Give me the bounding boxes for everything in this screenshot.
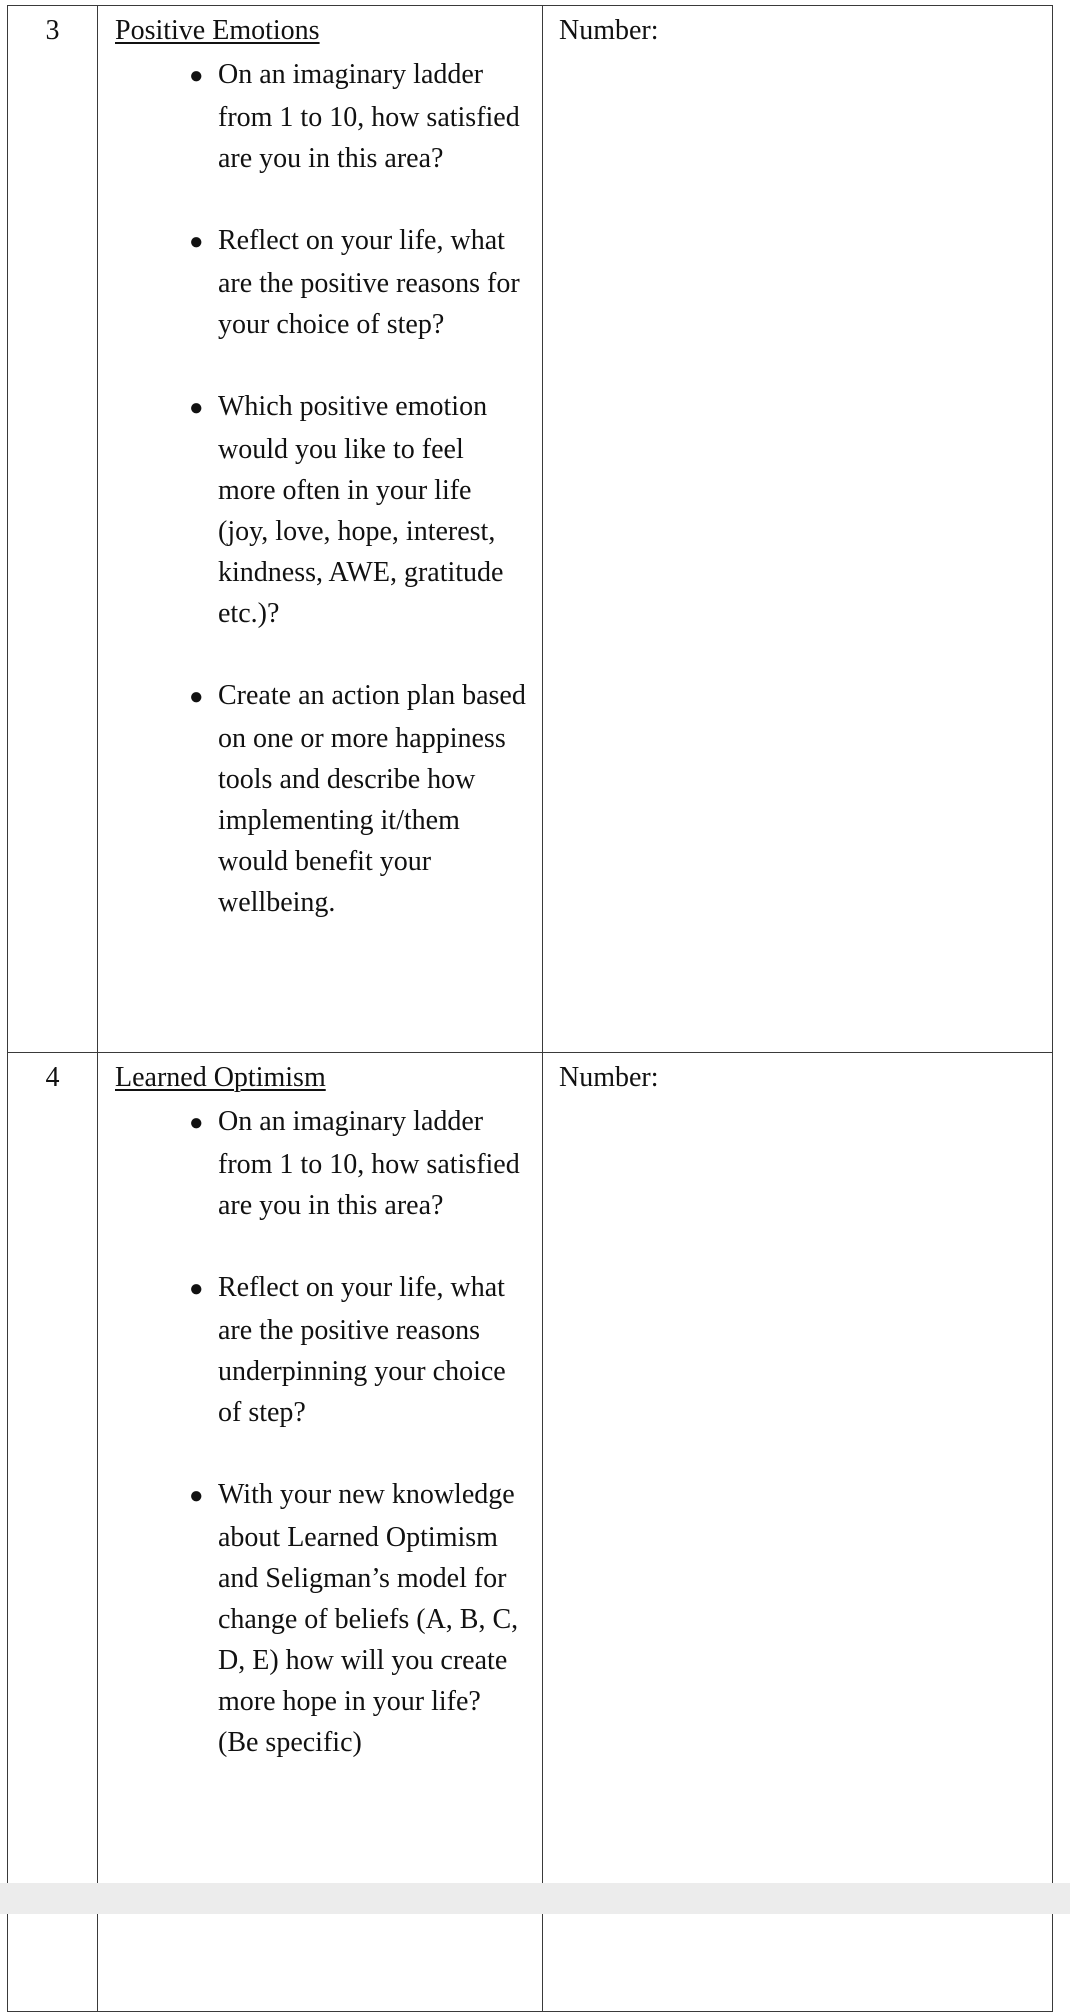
- section-title: Learned Optimism: [115, 1062, 326, 1093]
- bullet-icon: ●: [189, 63, 204, 89]
- bullet-icon: ●: [189, 1110, 204, 1136]
- question-list: [115, 1101, 532, 1763]
- answer-label: Number:: [559, 1062, 659, 1093]
- bullet-icon: ●: [189, 395, 204, 421]
- list-item: [115, 386, 532, 634]
- worksheet-table: [7, 5, 1053, 2012]
- row-number: 4: [8, 1053, 98, 2012]
- bullet-icon: ●: [189, 1276, 204, 1302]
- answer-cell[interactable]: [543, 1053, 1053, 2012]
- table-row: [8, 1053, 1053, 2012]
- answer-cell[interactable]: [543, 6, 1053, 1053]
- table-row: [8, 6, 1053, 1053]
- question-text: Which positive emotion would you like to feel more often in your life (joy, love, hope, interest, kindness, AWE, gratitude etc.)?: [218, 391, 504, 629]
- question-list: [115, 54, 532, 923]
- bullet-icon: ●: [189, 684, 204, 710]
- list-item: [115, 54, 532, 179]
- row-number: 3: [8, 6, 98, 1053]
- question-text: On an imaginary ladder from 1 to 10, how satisfied are you in this area?: [218, 59, 520, 174]
- list-item: [115, 675, 532, 923]
- question-cell: [98, 6, 543, 1053]
- section-title: Positive Emotions: [115, 15, 320, 46]
- list-item: [115, 1101, 532, 1226]
- question-text: Create an action plan based on one or more happiness tools and describe how implementing it/them would benefit your wellbeing.: [218, 680, 526, 918]
- list-item: [115, 220, 532, 345]
- question-cell: [98, 1053, 543, 2012]
- list-item: [115, 1267, 532, 1433]
- question-text: Reflect on your life, what are the positive reasons underpinning your choice of step?: [218, 1272, 506, 1428]
- bullet-icon: ●: [189, 1483, 204, 1509]
- list-item: [115, 1474, 532, 1763]
- answer-label: Number:: [559, 15, 659, 46]
- question-text: On an imaginary ladder from 1 to 10, how satisfied are you in this area?: [218, 1106, 520, 1221]
- question-text: With your new knowledge about Learned Optimism and Seligman’s model for change of beliefs (A, B, C, D, E) how will you create more hope in your life? (Be specific): [218, 1479, 519, 1758]
- question-text: Reflect on your life, what are the positive reasons for your choice of step?: [218, 225, 520, 340]
- bottom-scroll-bar: [0, 1883, 1070, 1914]
- bullet-icon: ●: [189, 229, 204, 255]
